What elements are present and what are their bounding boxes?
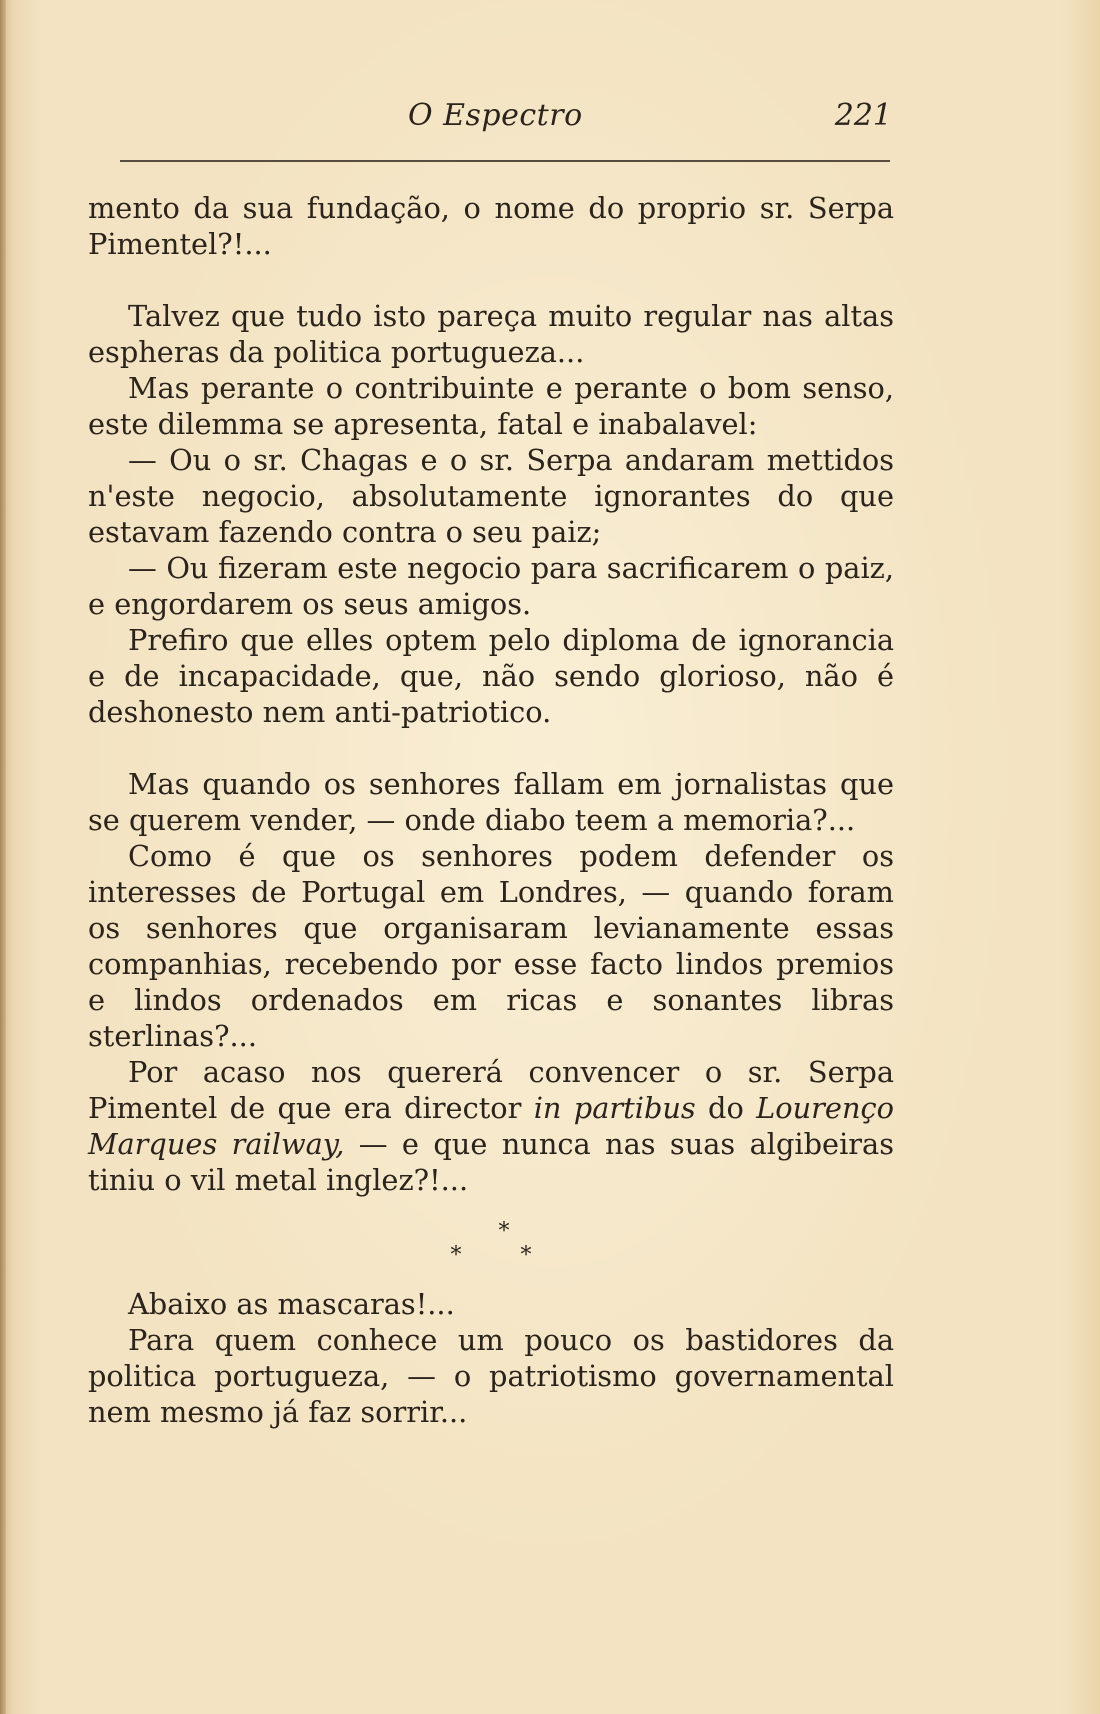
italic-phrase: Lourenço Marques railway, (88, 1091, 894, 1161)
paragraph-with-italics (88, 1054, 894, 1198)
paragraph: Talvez que tudo isto pareça muito regular nas altas espheras da politica portugueza... (88, 299, 894, 369)
paragraph: — Ou o sr. Chagas e o sr. Serpa andaram mettidos n'este negocio, absolutamente ignorantes do que estavam fazendo contra o seu paiz; (88, 443, 894, 549)
paragraph: Para quem conhece um pouco os bastidores da politica portugueza, — o patriotismo governamental nem mesmo já faz sorrir... (88, 1323, 894, 1429)
text-run: do (695, 1091, 757, 1125)
running-header (88, 98, 892, 144)
italic-phrase: in partibus (533, 1091, 696, 1125)
paragraph: Como é que os senhores podem defender os interesses de Portugal em Londres, — quando foram os senhores que organisaram levianamente essas companhias, recebendo por esse facto lindos premios e lindos ordenados em ricas e sonantes libras sterlinas?... (88, 839, 894, 1053)
asterism-top: * (498, 1219, 510, 1244)
paragraph: Abaixo as mascaras!... (128, 1287, 455, 1321)
section-gap (88, 262, 894, 298)
asterism-separator (88, 1220, 894, 1268)
text-run: Por acaso nos quererá convencer o sr. Serpa Pimentel de que era director (88, 1055, 894, 1125)
text-run: — e que nunca nas suas algibeiras tiniu o vil metal inglez?!... (88, 1127, 894, 1197)
page-spine-edge (0, 0, 6, 1714)
paragraph: Mas perante o contribuinte e perante o bom senso, este dilemma se apresenta, fatal e inabalavel: (88, 371, 894, 441)
header-rule (120, 160, 890, 162)
running-title: O Espectro (408, 98, 583, 133)
paragraph: Mas quando os senhores fallam em jornalistas que se querem vender, — onde diabo teem a memoria?... (88, 767, 894, 837)
asterism-bottom: * * (450, 1243, 558, 1268)
page-number: 221 (834, 98, 892, 133)
body-text (88, 190, 894, 1430)
paragraph-continuation: mento da sua fundação, o nome do proprio sr. Serpa Pimentel?!... (88, 191, 894, 261)
section-gap (88, 730, 894, 766)
paragraph: — Ou fizeram este negocio para sacrificarem o paiz, e engordarem os seus amigos. (88, 551, 894, 621)
paragraph: Prefiro que elles optem pelo diploma de ignorancia e de incapacidade, que, não sendo glorioso, não é deshonesto nem anti-patriotico. (88, 623, 894, 729)
